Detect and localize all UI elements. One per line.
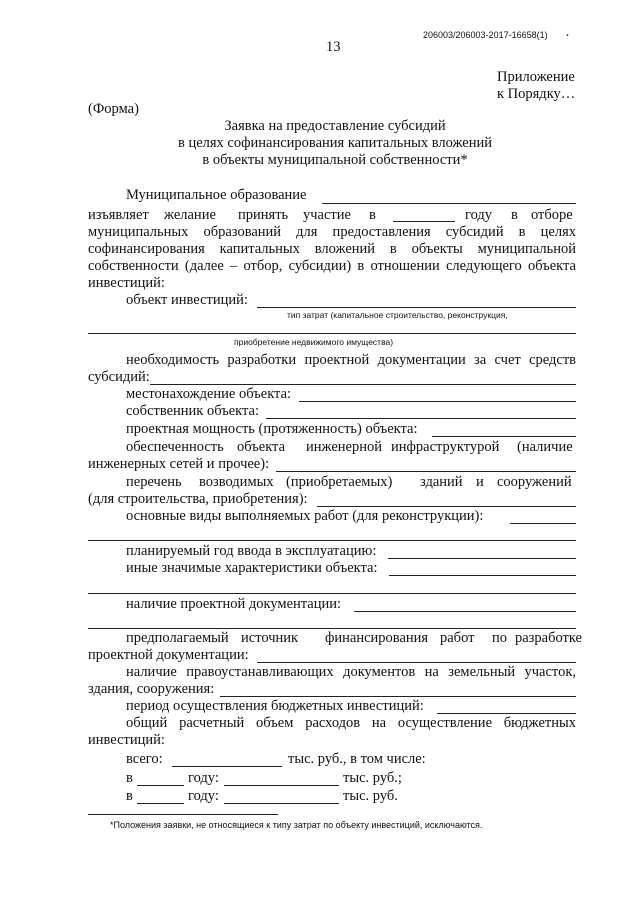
- title-line-1: Заявка на предоставление субсидий: [224, 118, 446, 134]
- infra-word: инженерной: [306, 439, 382, 455]
- total-field[interactable]: [172, 766, 282, 767]
- works-field-cont[interactable]: [88, 540, 576, 541]
- rights-line-2: здания, сооружения:: [88, 681, 215, 697]
- object-hint-2: приобретение недвижимого имущества): [234, 337, 394, 347]
- rights-field[interactable]: [220, 696, 576, 697]
- period-label: период осуществления бюджетных инвестиций:: [126, 698, 424, 714]
- object-field[interactable]: [257, 307, 576, 308]
- list-word: перечень: [126, 474, 182, 490]
- list-word: (приобретаемых): [286, 474, 393, 490]
- row2-year-label: году:: [188, 788, 219, 804]
- capacity-label: проектная мощность (протяженность) объекта:: [126, 421, 418, 437]
- intro-line-3: софинансирования капитальных вложений в объекты муниципальной: [88, 241, 576, 257]
- owner-label: собственник объекта:: [126, 403, 260, 419]
- infra-line-2: инженерных сетей и прочее):: [88, 456, 270, 472]
- infra-word: (наличие: [517, 439, 573, 455]
- row1-in: в: [126, 770, 133, 786]
- volume-line-2: инвестиций:: [88, 732, 165, 748]
- other-field-cont[interactable]: [88, 593, 576, 594]
- intro-word: изъявляет: [88, 207, 149, 223]
- intro-word: отборе: [531, 207, 573, 223]
- appendix-line-2: к Порядку…: [497, 86, 576, 102]
- owner-field[interactable]: [266, 418, 576, 419]
- location-field[interactable]: [299, 401, 576, 402]
- infra-field[interactable]: [276, 471, 576, 472]
- title-line-2: в целях софинансирования капитальных вложений: [177, 135, 493, 151]
- row1-year-label: году:: [188, 770, 219, 786]
- list-word: зданий: [420, 474, 463, 490]
- page-number: 13: [326, 39, 341, 55]
- other-label: иные значимые характеристики объекта:: [126, 560, 378, 576]
- municipality-label: Муниципальное образование: [126, 187, 307, 203]
- works-field[interactable]: [510, 523, 576, 524]
- total-label: всего:: [126, 751, 163, 767]
- appendix-line-1: Приложение: [497, 69, 575, 85]
- form-label: (Форма): [88, 101, 139, 117]
- footnote-divider: [88, 814, 278, 815]
- infra-word: инфраструктурой: [391, 439, 500, 455]
- object-label: объект инвестиций:: [126, 292, 248, 308]
- need-line-2: субсидий:: [88, 369, 150, 385]
- location-label: местонахождение объекта:: [126, 386, 292, 402]
- mark-icon: •: [566, 31, 569, 40]
- other-field[interactable]: [389, 575, 576, 576]
- capacity-field[interactable]: [432, 436, 576, 437]
- intro-word: принять: [238, 207, 289, 223]
- period-field[interactable]: [437, 713, 576, 714]
- intro-word: в: [511, 207, 518, 223]
- list-line-2: (для строительства, приобретения):: [88, 491, 308, 507]
- intro-line-4: собственности (далее – отбор, субсидии) в отношении следующего объекта: [88, 258, 576, 274]
- intro-word: участие: [303, 207, 351, 223]
- docs-label: наличие проектной документации:: [126, 596, 342, 612]
- list-field[interactable]: [317, 506, 576, 507]
- source-field[interactable]: [257, 662, 576, 663]
- list-word: возводимых: [199, 474, 274, 490]
- list-word: сооружений: [497, 474, 572, 490]
- list-word: и: [476, 474, 484, 490]
- docs-field[interactable]: [354, 611, 576, 612]
- intro-word: желание: [164, 207, 216, 223]
- intro-word: в: [369, 207, 376, 223]
- volume-line-1: общий расчетный объем расходов на осуществление бюджетных: [126, 715, 576, 731]
- source-word: работ: [440, 630, 475, 646]
- document-code: 206003/206003-2017-16658(1): [423, 30, 548, 40]
- row2-unit: тыс. руб.: [343, 788, 398, 804]
- rights-line-1: наличие правоустанавливающих документов на земельный участок,: [126, 664, 576, 680]
- title-line-3: в объекты муниципальной собственности*: [202, 152, 468, 168]
- row2-year-field[interactable]: [137, 803, 184, 804]
- source-word: финансирования: [325, 630, 429, 646]
- year-field[interactable]: [388, 558, 576, 559]
- source-word: по: [492, 630, 508, 646]
- municipality-field[interactable]: [322, 203, 576, 204]
- source-word: предполагаемый: [126, 630, 229, 646]
- need-line-1: необходимость разработки проектной документации за счет средств: [126, 352, 576, 368]
- footnote: *Положения заявки, не относящиеся к типу затрат по объекту инвестиций, исключаются.: [110, 820, 483, 830]
- intro-line-2: муниципальных образований для предоставления субсидий в целях: [88, 224, 576, 240]
- intro-line-5: инвестиций:: [88, 275, 165, 291]
- source-word: разработке: [515, 630, 582, 646]
- year-label: планируемый год ввода в эксплуатацию:: [126, 543, 377, 559]
- source-line-2: проектной документации:: [88, 647, 249, 663]
- source-word: источник: [241, 630, 299, 646]
- row1-amount-field[interactable]: [224, 785, 339, 786]
- infra-word: обеспеченность: [126, 439, 224, 455]
- row1-year-field[interactable]: [137, 785, 184, 786]
- infra-word: объекта: [237, 439, 286, 455]
- selection-year-field[interactable]: [393, 221, 455, 222]
- need-field[interactable]: [150, 384, 576, 385]
- object-hint-1: тип затрат (капитальное строительство, реконструкция,: [287, 310, 508, 320]
- row1-unit: тыс. руб.;: [343, 770, 402, 786]
- row2-amount-field[interactable]: [224, 803, 339, 804]
- works-label: основные виды выполняемых работ (для реконструкции):: [126, 508, 484, 524]
- docs-field-cont[interactable]: [88, 628, 576, 629]
- total-unit: тыс. руб., в том числе:: [288, 751, 426, 767]
- object-field-cont[interactable]: [88, 333, 576, 334]
- intro-word: году: [465, 207, 493, 223]
- row2-in: в: [126, 788, 133, 804]
